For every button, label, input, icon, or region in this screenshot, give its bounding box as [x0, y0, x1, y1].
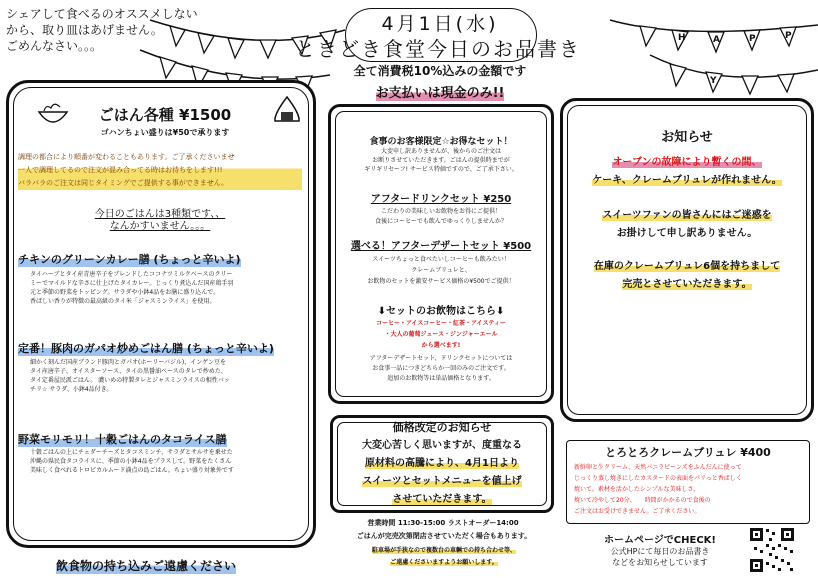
date-title: 4月1日(水) [381, 13, 499, 35]
menu-item-name: チキンのグリーンカレー膳 (ちょっと辛いよ) [18, 253, 241, 266]
notice-line-text: お掛けして申し訳ありません。 [616, 228, 758, 239]
cash-only-text: お支払いは現金のみ!! [375, 86, 505, 101]
flag-letter: P [785, 31, 792, 41]
parking-note-line: 駐車場が手狭なので複数台の車輌での持ち合わせ等、 [371, 547, 516, 554]
rice-subtitle: ゴハンちょい盛りは¥50で承ります [100, 128, 230, 137]
cash-only [300, 82, 580, 101]
onigiri-icon [270, 94, 304, 126]
price-revision-line [336, 454, 548, 469]
flag-letter: P [749, 34, 756, 44]
after-drink-title: アフタードリンクセット ¥250 [370, 194, 512, 205]
price-revision-title: 価格改定のお知らせ [392, 421, 492, 434]
dessert-set-desc: スイーツちょっと食べたいしコーヒーも飲みたい！ クレームブリュレと、 お飲物のセットを激安サービス価格の¥500でご提供！ [367, 256, 515, 285]
brulee-desc: 新鮮卵と生クリーム、天然バニラビーンズをふんだんに使って じっくり蒸し焼きにしたカスタードの表面をパリっと香ばしく 焼いて。素材を活かしたシンプルな美味しさ、 焼いて冷やして20分、 時間がかかるので食後の ご注文はお受けできません。ご了承ください。 [574, 464, 742, 515]
parking-note-line: ご遠慮くださいますようお願いします。 [390, 559, 498, 566]
set-desc: 大変申し訳ありませんが、後からのご注文は お断りさせていただきます。ごはんの提供時までが ギリギリセーフ! サービス特価ですので、ご了承下さい。 [364, 148, 518, 173]
drinks-note: アフターデザートセット、ドリンクセットについては お食事一品につきどちらか一回のみのご注文です。 追加のお飲物等は単品価格となります。 [369, 355, 513, 382]
homepage-desc: 公式HPにて毎日のお品書き などをお知らせしています [610, 547, 710, 567]
menu-item-desc: タイハーブとタイ産青唐辛子をブレンドしたココナツミルクベースのクリー ミーでマイルドな辛さに仕上げたタイカレー。じっくり煮込んだ国産鶏手羽 元と季節の野菜をトッピング。サラダや小鉢4品をお膳に盛り込んで。 香ばしい香りが特徴の最高級のタイ米「ジャスミンライス」を使用。 [30, 271, 234, 305]
menu-item-name: 野菜モリモリ！十穀ごはんのタコライス膳 [18, 433, 227, 446]
no-outside-food: 飲食物の持ち込みご遠慮ください [56, 559, 237, 573]
price-revision-line-text: スイーツとセットメニューを値上げ [362, 476, 522, 487]
notice-line-text: ケーキ、クレームブリュレが作れません。 [592, 175, 782, 186]
rice-title: ごはん各種 ¥1500 [98, 106, 232, 124]
menu-item-desc: 十穀ごはんの上にチェダーチーズとタコスミンチ、サラダとサルサを乗せた 沖縄の県民食タコライスに、季節の小鉢4品をプラスして。野菜をたくさん 美味しく食べれるトロピカルムード満点の島ごはん。ちょい盛り対象外です [30, 449, 234, 474]
price-revision-line: 大変心苦しく思いますが、度重なる [362, 440, 522, 451]
notice-line [565, 258, 809, 294]
price-revision-line [336, 490, 548, 505]
flag-letter: Y [710, 76, 717, 86]
notice-line [565, 154, 809, 190]
page-title: ときどき食堂今日のお品書き [295, 37, 581, 61]
sold-out-note: ごはんが完売次第閉店させていただく場合もあります。 [356, 532, 532, 540]
set-title: 食事のお客様限定☆お得なセット！ [369, 137, 513, 147]
notice-line-text: スイーツファンの皆さんにはご迷惑を [602, 210, 772, 221]
brulee-title: とろとろクレームブリュレ ¥400 [605, 446, 771, 459]
homepage-title: ホームページでCHECK! [604, 535, 716, 546]
notice-line-text: 在庫のクレームブリュレ6個を持ちまして [593, 261, 781, 272]
tax-note: 全て消費税10%込みの金額です [353, 64, 527, 78]
parking-note [318, 545, 570, 569]
menu-item-desc: 細かく刻んだ国産ブランド豚肉とガパオ(ホーリーバジル)、インゲン豆を タイ産唐辛子、オイスターソース、タイの黒醤油ベースのタレで炒めた、 タイ定番屋民派ごはん。 濃いめの特製タレとジャスミンライスの相性バッ チリ☆ サラダ、小鉢4品付き。 [30, 359, 230, 393]
notice-line [565, 207, 809, 243]
price-revision-line-text: 原材料の高騰により、4月1日より [365, 458, 519, 469]
qr-code-icon[interactable] [748, 526, 796, 574]
rice-notice: 調理の都合により順番が変わることもあります。ご了承くださいませ 一人で調理してるので注文が混み合ってる時はお待ちをします!!! バラバラのご注文は同じタイミングでご提供する事ができません。 [18, 151, 302, 190]
price-revision-line [336, 472, 548, 487]
drinks-title: ⬇セットのお飲物はこちら⬇ [377, 306, 505, 317]
notice-line-text: 完売とさせていただきます。 [622, 279, 752, 290]
flag-letter: A [713, 35, 720, 45]
price-revision-line-text: させていただきます。 [392, 494, 492, 505]
notice-title: お知らせ [661, 130, 713, 145]
share-note: シェアして食べるのオススメしない から、取り皿はあげません。 ごめんなさい。。。 [6, 7, 198, 53]
flag-letter: H [678, 33, 686, 43]
business-hours: 営業時間 11:30-15:00 ラストオーダー14:00 [367, 519, 519, 527]
today-note: 今日のごはんは3種類です、、 なんかすいません。。。 [94, 209, 226, 232]
menu-item-name: 定番！豚肉のガパオ炒めごはん膳 (ちょっと辛いよ) [18, 342, 274, 355]
notice-line-text: オーブンの故障により暫くの間、 [612, 157, 762, 168]
dessert-set-title: 選べる！アフターデザートセット ¥500 [350, 241, 532, 252]
after-drink-desc: こだわりの美味しいお飲物をお得にご提供！ 食後にコーヒーでも飲んでゆっくりしませんか？ [375, 208, 507, 225]
drinks-list: コーヒー・アイスコーヒー・紅茶・アイスティー ・大人の葡萄ジュース・ジンジャーエール から選べます! [376, 320, 506, 349]
